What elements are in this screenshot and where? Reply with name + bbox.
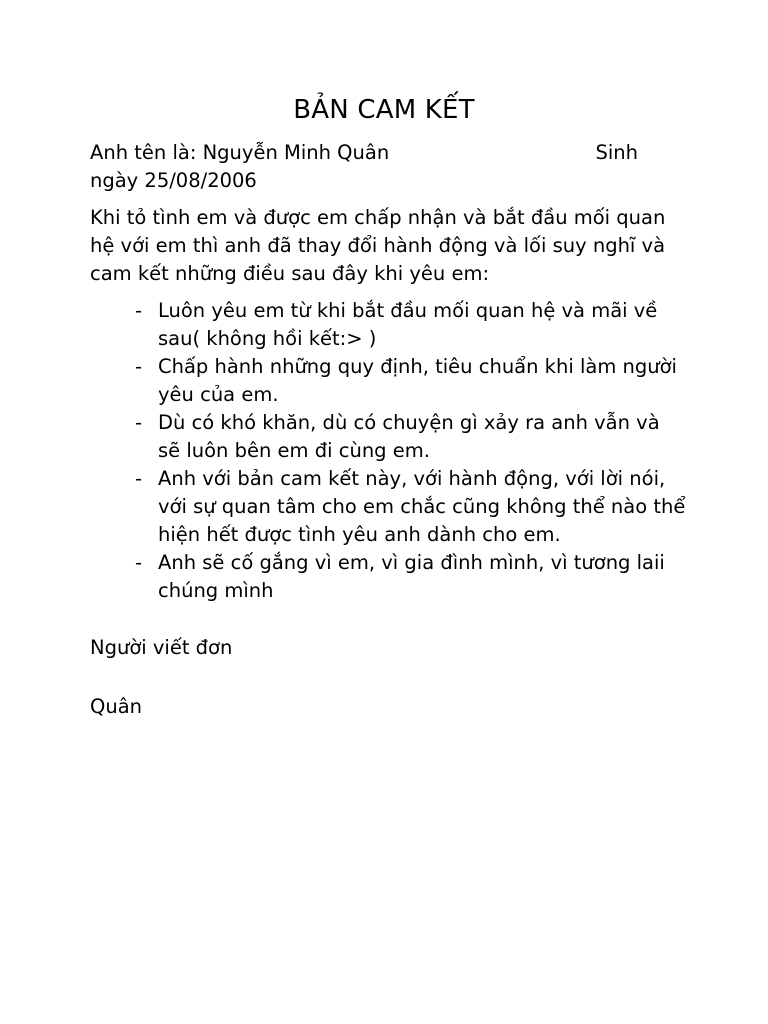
document-title: BẢN CAM KẾT: [293, 95, 475, 125]
birth-date-line: ngày 25/08/2006: [90, 169, 257, 192]
name-line: Anh tên là: Nguyễn Minh Quân: [90, 141, 390, 164]
signer-label: Người viết đơn: [90, 636, 233, 659]
birth-word: Sinh: [595, 141, 638, 164]
commitment-text: Luôn yêu em từ khi bắt đầu mối quan hệ và mãi về sau( không hồi kết:> ): [158, 299, 658, 350]
bullet-dash: -: [135, 411, 143, 434]
intro-line: [90, 139, 638, 167]
list-item: [90, 297, 688, 353]
commitment-list: [90, 297, 690, 605]
bullet-dash: -: [135, 355, 143, 378]
commitment-text: Chấp hành những quy định, tiêu chuẩn khi làm người yêu của em.: [158, 355, 677, 406]
signer-name: Quân: [90, 695, 143, 718]
commitment-text: Anh với bản cam kết này, với hành động, với lời nói, với sự quan tâm cho em chắc cũng không thể nào thể hiện hết được tình yêu anh dành cho em.: [158, 467, 686, 546]
bullet-dash: -: [135, 551, 143, 574]
list-item: [90, 409, 688, 465]
bullet-dash: -: [135, 467, 143, 490]
list-item: [90, 465, 688, 549]
commitment-text: Anh sẽ cố gắng vì em, vì gia đình mình, vì tương laii chúng mình: [158, 551, 665, 602]
bullet-dash: -: [135, 299, 143, 322]
intro-block: [90, 139, 650, 195]
list-item: [90, 353, 688, 409]
commitment-text: Dù có khó khăn, dù có chuyện gì xảy ra anh vẫn và sẽ luôn bên em đi cùng em.: [158, 411, 660, 462]
intro-paragraph: Khi tỏ tình em và được em chấp nhận và bắt đầu mối quan hệ với em thì anh đã thay đổi hành động và lối suy nghĩ và cam kết những điều sau đây khi yêu em:: [90, 206, 666, 285]
list-item: [90, 549, 688, 605]
